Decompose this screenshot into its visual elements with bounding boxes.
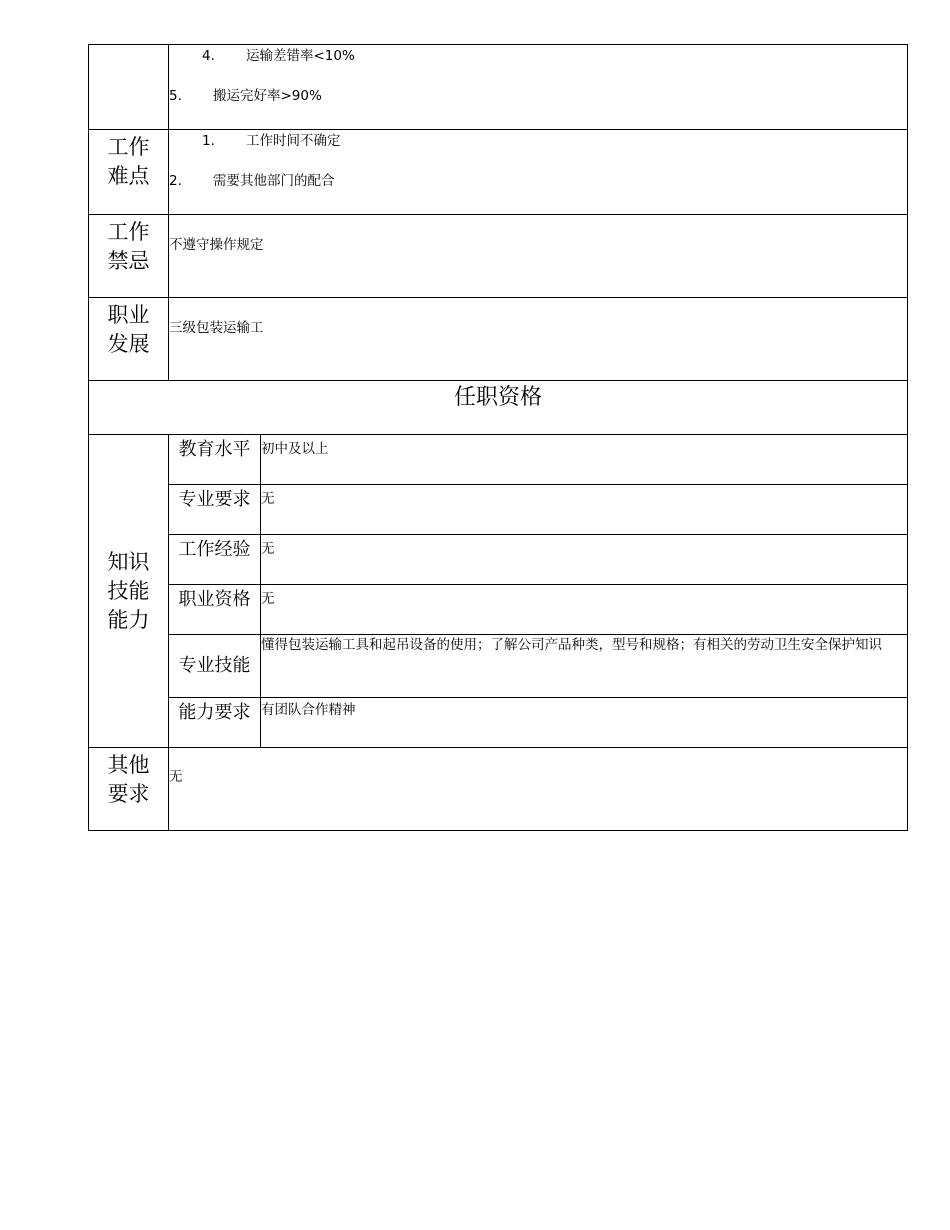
list-item-number: 1.: [202, 133, 215, 149]
taboos-label-line2: 禁忌: [107, 249, 150, 273]
taboos-text: 不遵守操作规定: [169, 237, 264, 253]
list-item-text: 工作时间不确定: [246, 133, 341, 149]
skills-value-text: 懂得包装运输工具和起吊设备的使用；了解公司产品种类，型号和规格；有相关的劳动卫生安全保护知识: [261, 637, 882, 653]
certification-label: 职业资格: [169, 585, 261, 635]
list-item: [169, 88, 907, 105]
other-label-line1: 其他: [107, 753, 150, 777]
other-row: [89, 748, 908, 831]
career-text: 三级包装运输工: [169, 320, 264, 336]
other-label: [89, 748, 169, 831]
skills-label: 专业技能: [169, 635, 261, 698]
list-item-number: 5.: [169, 88, 182, 104]
skills-value: [261, 635, 908, 698]
knowledge-skills-label: [89, 435, 169, 748]
list-item-text: 需要其他部门的配合: [213, 173, 335, 189]
list-item-number: 4.: [202, 48, 215, 64]
group-label-line2: 技能: [107, 578, 150, 603]
other-content: [169, 748, 908, 831]
certification-value-text: 无: [261, 591, 275, 607]
major-value-text: 无: [261, 491, 275, 507]
taboos-label: [89, 215, 169, 298]
difficulties-row: [89, 130, 908, 215]
ability-value: [261, 698, 908, 748]
major-value: [261, 485, 908, 535]
difficulties-label-line1: 工作: [107, 135, 150, 159]
education-label: 教育水平: [169, 435, 261, 485]
experience-value: [261, 535, 908, 585]
other-label-line2: 要求: [107, 782, 150, 806]
list-item: [169, 133, 907, 150]
difficulties-label-line2: 难点: [107, 164, 150, 188]
group-label-line1: 知识: [107, 549, 150, 574]
qualification-row: [89, 435, 908, 485]
career-label: [89, 298, 169, 381]
kpi-continued-row: [89, 45, 908, 130]
taboos-content: [169, 215, 908, 298]
ability-label: 能力要求: [169, 698, 261, 748]
experience-label: 工作经验: [169, 535, 261, 585]
kpi-label-cell: [89, 45, 169, 130]
certification-value: [261, 585, 908, 635]
experience-value-text: 无: [261, 541, 275, 557]
qualification-row: [89, 535, 908, 585]
other-text: 无: [169, 769, 183, 785]
taboos-label-line1: 工作: [107, 220, 150, 244]
qualification-row: [89, 585, 908, 635]
difficulties-content: [169, 130, 908, 215]
career-row: [89, 298, 908, 381]
qualification-title-row: [89, 381, 908, 435]
list-item-number: 2.: [169, 173, 182, 189]
list-item: [169, 173, 907, 190]
qualification-row: [89, 698, 908, 748]
list-item-text: 运输差错率<10%: [246, 48, 355, 64]
career-content: [169, 298, 908, 381]
career-label-line1: 职业: [107, 303, 150, 327]
major-label: 专业要求: [169, 485, 261, 535]
qualification-title: 任职资格: [89, 381, 908, 435]
list-item-text: 搬运完好率>90%: [213, 88, 322, 104]
taboos-row: [89, 215, 908, 298]
career-label-line2: 发展: [107, 332, 150, 356]
group-label-line3: 能力: [107, 607, 150, 632]
education-value: [261, 435, 908, 485]
qualification-row: [89, 635, 908, 698]
job-description-table: [88, 44, 908, 831]
ability-value-text: 有团队合作精神: [261, 702, 356, 718]
kpi-content-cell: [169, 45, 908, 130]
education-value-text: 初中及以上: [261, 441, 329, 457]
list-item: [169, 48, 907, 65]
difficulties-label: [89, 130, 169, 215]
qualification-row: [89, 485, 908, 535]
